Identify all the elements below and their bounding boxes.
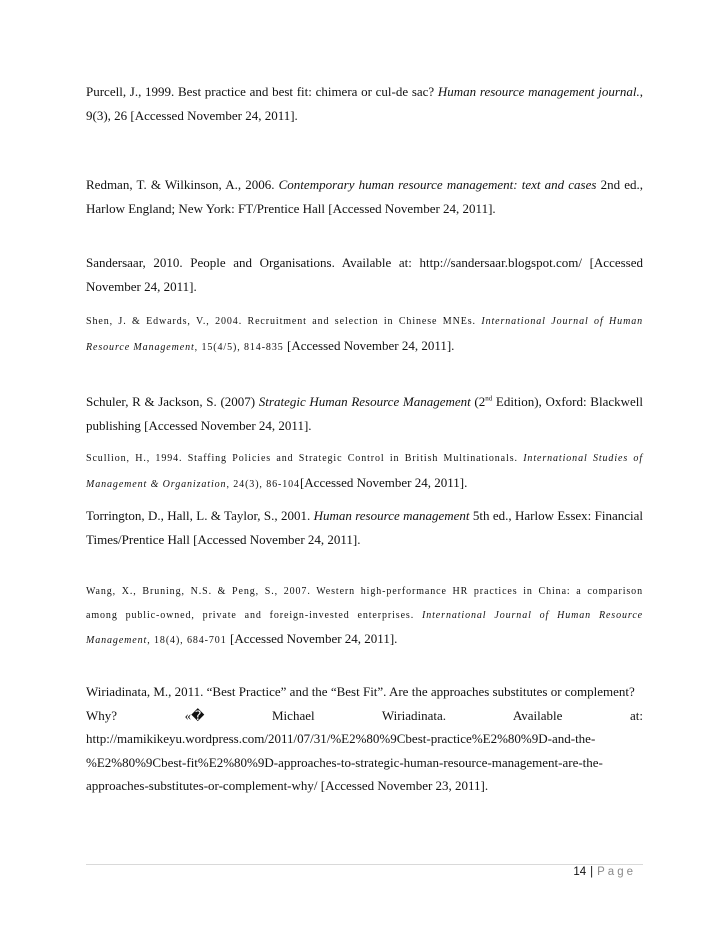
reference-shen (86, 310, 643, 359)
redman-authors: Redman, T. & Wilkinson, A., 2006. (86, 177, 279, 192)
scullion-authors: Scullion, H., 1994. Staffing Policies and Strategic Control in British Multinationals. (86, 453, 524, 464)
purcell-journal: Human resource management journal. (437, 84, 640, 99)
scullion-journal: International Studies of Management & Organization (86, 453, 643, 490)
scullion-accessed: [Accessed November 24, 2011]. (299, 474, 468, 490)
reference-schuler (86, 390, 643, 437)
schuler-edition-sup: nd (485, 394, 493, 403)
shen-authors: Shen, J. & Edwards, V., 2004. Recruitment and selection in Chinese MNEs. (86, 316, 482, 327)
torrington-title: Human resource management (313, 508, 470, 523)
wang-authors: Wang, X., Bruning, N.S. & Peng, S., 2007. Western high-performance HR practices in China: a comparison among public-owned, private and foreign-invested enterprises. (86, 586, 643, 621)
schuler-edition-pre: (2 (470, 394, 486, 409)
wiriadinata-url-line1: http://mamikikeyu.wordpress.com/2011/07/31/%E2%80%9Cbest-practice%E2%80%9D-and-the- (86, 731, 596, 746)
wiriadinata-line1: Wiriadinata, M., 2011. “Best Practice” and the “Best Fit”. Are the approaches substitutes or complement? (86, 684, 635, 699)
purcell-details: , 9(3), 26 [Accessed November 24, 2011]. (86, 84, 644, 123)
sandersaar-text: Sandersaar, 2010. People and Organisations. Available at: http://sandersaar.blogspot.com/ [Accessed November 24, 2011]. (86, 255, 643, 294)
schuler-authors: Schuler, R & Jackson, S. (2007) (86, 394, 259, 409)
scullion-details: , 24(3), 86-104 (226, 478, 300, 490)
reference-scullion (86, 447, 643, 496)
wiriadinata-url-line2: %E2%80%9Cbest-fit%E2%80%9D-approaches-to-strategic-human-resource-management-are-the- (86, 754, 603, 770)
wiriadinata-line2: Why? «� Michael Wiriadinata. Available at: (86, 707, 643, 723)
wang-journal: International Journal of Human Resource Management (86, 609, 643, 646)
reference-torrington (86, 504, 643, 551)
redman-title: Contemporary human resource management: text and cases (278, 177, 597, 192)
purcell-authors: Purcell, J., 1999. Best practice and best fit: chimera or cul-de sac? (86, 84, 438, 99)
torrington-authors: Torrington, D., Hall, L. & Taylor, S., 2001. (86, 508, 314, 523)
schuler-details: Edition), Oxford: Blackwell publishing [Accessed November 24, 2011]. (86, 394, 643, 433)
redman-details: 2nd ed., Harlow England; New York: FT/Prentice Hall [Accessed November 24, 2011]. (86, 177, 643, 216)
reference-sandersaar (86, 251, 643, 298)
page-footer (573, 866, 636, 878)
schuler-title: Strategic Human Resource Management (258, 394, 471, 409)
wang-accessed: [Accessed November 24, 2011]. (230, 631, 398, 646)
reference-redman (86, 173, 643, 220)
wang-details: , 18(4), 684-701 (147, 635, 231, 646)
page-number: 14 (573, 866, 587, 878)
shen-journal: International Journal of Human Resource Management (86, 316, 643, 353)
wiriadinata-url-line3: approaches-substitutes-or-complement-why/ [Accessed November 23, 2011]. (86, 778, 489, 793)
footer-separator: | (590, 866, 594, 878)
shen-accessed: [Accessed November 24, 2011]. (287, 337, 455, 353)
footer-divider (86, 864, 643, 865)
reference-wang (86, 580, 643, 653)
reference-purcell (86, 80, 643, 127)
reference-wiriadinata (86, 680, 643, 798)
torrington-details: 5th ed., Harlow Essex: Financial Times/Prentice Hall [Accessed November 24, 2011]. (86, 508, 644, 547)
shen-details: , 15(4/5), 814-835 (194, 341, 288, 353)
page-label: Page (597, 866, 636, 878)
